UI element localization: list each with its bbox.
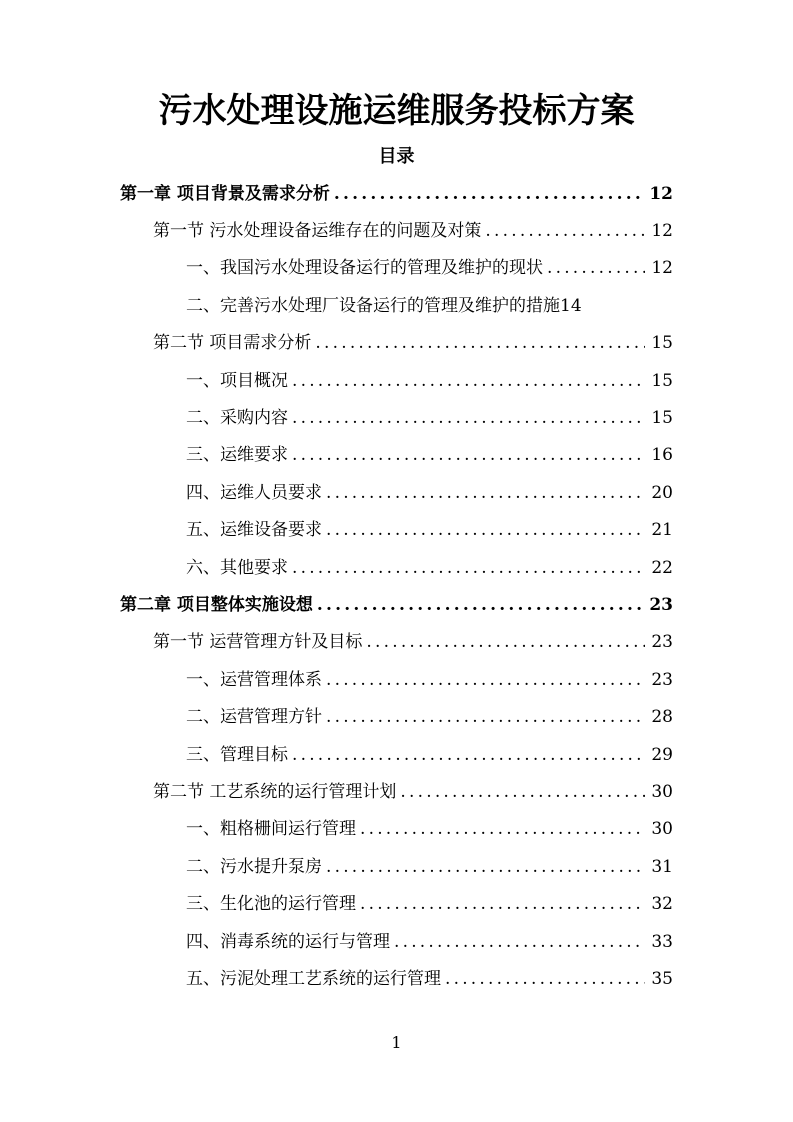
- toc-entry-label: 第一节 污水处理设备运维存在的问题及对策: [153, 221, 482, 242]
- toc-entry-section[interactable]: [0, 325, 673, 362]
- toc-entry-subsection[interactable]: [0, 885, 673, 922]
- document-title: 污水处理设施运维服务投标方案: [158, 91, 635, 131]
- toc-dot-leader: [445, 967, 645, 991]
- page-number: 1: [391, 1033, 402, 1052]
- toc-entry-page: 30: [651, 781, 673, 802]
- toc-entry-section[interactable]: [0, 773, 673, 810]
- toc-entry-label: 五、运维设备要求: [186, 520, 322, 541]
- toc-entry-subsection[interactable]: [0, 736, 673, 773]
- toc-entry-label: 二、完善污水处理厂设备运行的管理及维护的措施: [186, 295, 560, 316]
- toc-entry-page: 20: [651, 482, 673, 503]
- toc-entry-subsection[interactable]: [0, 399, 673, 436]
- toc-entry-page: 31: [651, 856, 673, 877]
- toc-entry-page: 15: [651, 408, 673, 429]
- toc-dot-leader: [334, 182, 643, 206]
- toc-dot-leader: [547, 256, 645, 280]
- toc-dot-leader: [317, 593, 643, 617]
- toc-entry-label: 六、其他要求: [186, 557, 288, 578]
- toc-dot-leader: [326, 481, 645, 505]
- toc-entry-page: 35: [651, 968, 673, 989]
- toc-entry-section[interactable]: [0, 212, 673, 249]
- toc-dot-leader: [360, 892, 645, 916]
- table-of-contents: [0, 175, 793, 998]
- toc-entry-label: 二、采购内容: [186, 408, 288, 429]
- toc-entry-subsection[interactable]: [0, 923, 673, 960]
- toc-entry-subsection[interactable]: [0, 437, 673, 474]
- toc-entry-label: 第一章 项目背景及需求分析: [120, 183, 330, 204]
- toc-entry-subsection[interactable]: [0, 474, 673, 511]
- toc-entry-label: 一、我国污水处理设备运行的管理及维护的现状: [186, 258, 543, 279]
- toc-entry-label: 第二章 项目整体实施设想: [120, 594, 313, 615]
- toc-entry-page: 22: [651, 557, 673, 578]
- toc-dot-leader: [315, 331, 645, 355]
- toc-entry-label: 四、消毒系统的运行与管理: [186, 931, 390, 952]
- toc-entry-page: 15: [651, 370, 673, 391]
- toc-entry-section[interactable]: [0, 624, 673, 661]
- toc-entry-page: 16: [651, 445, 673, 466]
- toc-entry-label: 二、运营管理方针: [186, 707, 322, 728]
- toc-entry-label: 三、运维要求: [186, 445, 288, 466]
- toc-entry-page: 23: [649, 594, 673, 615]
- toc-entry-subsection[interactable]: [0, 549, 673, 586]
- toc-entry-label: 第二节 工艺系统的运行管理计划: [153, 781, 397, 802]
- toc-entry-label: 一、项目概况: [186, 370, 288, 391]
- toc-entry-subsection[interactable]: [0, 960, 673, 997]
- toc-entry-subsection[interactable]: [0, 661, 673, 698]
- toc-dot-leader: [326, 668, 645, 692]
- toc-dot-leader: [326, 518, 645, 542]
- toc-dot-leader: [292, 369, 645, 393]
- toc-entry-subsection[interactable]: [0, 512, 673, 549]
- toc-dot-leader: [326, 705, 645, 729]
- toc-entry-page: 12: [651, 258, 673, 279]
- toc-entry-subsection[interactable]: [0, 287, 673, 324]
- toc-entry-label: 第一节 运营管理方针及目标: [153, 632, 363, 653]
- toc-dot-leader: [394, 930, 645, 954]
- toc-entry-chapter-1[interactable]: [0, 175, 673, 212]
- toc-entry-page: 23: [651, 669, 673, 690]
- toc-dot-leader: [292, 556, 645, 580]
- toc-entry-chapter-2[interactable]: [0, 586, 673, 623]
- toc-entry-page: 12: [649, 183, 673, 204]
- toc-entry-page: 23: [651, 632, 673, 653]
- toc-dot-leader: [292, 443, 645, 467]
- toc-entry-label: 一、运营管理体系: [186, 669, 322, 690]
- toc-entry-page: 21: [651, 520, 673, 541]
- toc-entry-page: 28: [651, 707, 673, 728]
- toc-entry-label: 第二节 项目需求分析: [153, 333, 312, 354]
- toc-entry-label: 五、污泥处理工艺系统的运行管理: [186, 968, 441, 989]
- toc-entry-subsection[interactable]: [0, 362, 673, 399]
- toc-entry-subsection[interactable]: [0, 250, 673, 287]
- toc-entry-label: 四、运维人员要求: [186, 482, 322, 503]
- toc-dot-leader: [360, 817, 645, 841]
- toc-entry-page: 15: [651, 333, 673, 354]
- toc-dot-leader: [292, 743, 645, 767]
- toc-entry-page: 33: [651, 931, 673, 952]
- toc-dot-leader: [400, 780, 645, 804]
- toc-dot-leader: [485, 219, 645, 243]
- toc-entry-subsection[interactable]: [0, 848, 673, 885]
- toc-heading: 目录: [378, 146, 415, 167]
- toc-entry-label: 三、管理目标: [186, 744, 288, 765]
- toc-entry-page: 14: [560, 295, 582, 316]
- toc-entry-page: 30: [651, 819, 673, 840]
- toc-dot-leader: [366, 630, 645, 654]
- toc-entry-subsection[interactable]: [0, 811, 673, 848]
- toc-dot-leader: [292, 406, 645, 430]
- toc-entry-label: 一、粗格栅间运行管理: [186, 819, 356, 840]
- toc-entry-page: 32: [651, 894, 673, 915]
- toc-entry-page: 12: [651, 221, 673, 242]
- toc-entry-label: 三、生化池的运行管理: [186, 894, 356, 915]
- toc-entry-label: 二、污水提升泵房: [186, 856, 322, 877]
- toc-entry-subsection[interactable]: [0, 698, 673, 735]
- toc-entry-page: 29: [651, 744, 673, 765]
- toc-dot-leader: [326, 855, 645, 879]
